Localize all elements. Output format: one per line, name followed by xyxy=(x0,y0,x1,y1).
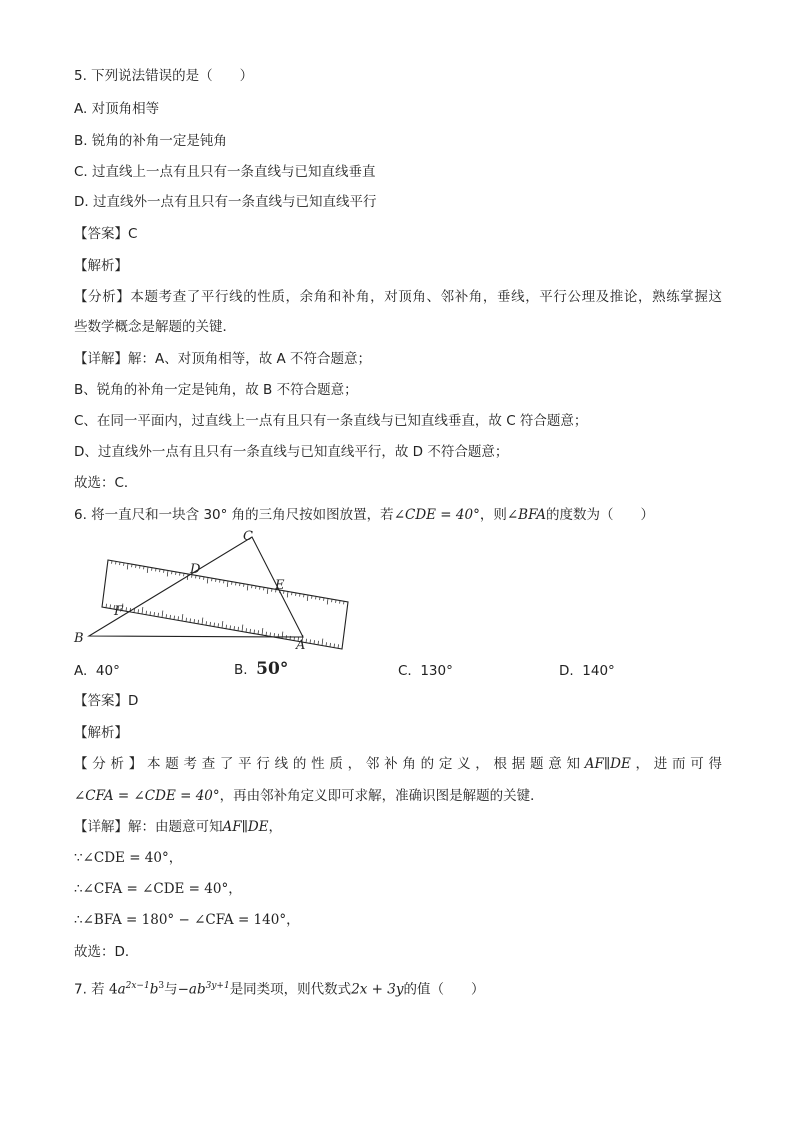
q6-option-c xyxy=(398,662,453,680)
ruler-tick xyxy=(194,619,195,623)
ruler-tick xyxy=(238,627,239,631)
q6-option-d-label: D. xyxy=(559,663,574,679)
ruler-tick xyxy=(267,588,268,594)
q6-analysis-heading: 【解析】 xyxy=(74,725,128,741)
ruler-tick xyxy=(234,626,235,630)
ruler-tick xyxy=(202,618,203,625)
q5-detail-line-4: D、过直线外一点有且只有一条直线与已知直线平行，故 D 不符合题意； xyxy=(74,444,509,460)
ruler-tick xyxy=(198,620,199,624)
q6-stem-text-b: ，则 xyxy=(479,507,507,523)
q6-option-b-value: 50° xyxy=(256,659,289,679)
q5-analysis-line-1: 【分析】本题考查了平行线的性质，余角和补角，对顶角、邻补角，垂线，平行公理及推论，熟练掌握这 xyxy=(74,289,722,305)
ruler-tick xyxy=(330,643,331,647)
q6-stem-equation-1: ∠CDE = 40° xyxy=(393,507,480,523)
ruler-tick xyxy=(178,616,179,620)
q6-detail-text: 【详解】解：由题意可知 xyxy=(74,819,223,835)
ruler-tick xyxy=(258,630,259,634)
ruler-tick xyxy=(190,618,191,622)
label-e: E xyxy=(275,578,285,593)
q6-option-a-label: A. xyxy=(74,663,88,679)
q7-mid-text: 是同类项，则代数式 xyxy=(229,981,352,998)
q5-choice: 故选：C． xyxy=(74,475,138,491)
ruler-tick xyxy=(207,578,208,584)
q5-detail-line-1: 【详解】解：A、对顶角相等，故 A 不符合题意； xyxy=(74,351,372,367)
q7-prefix: 7. 若 xyxy=(74,981,105,998)
q6-figure xyxy=(66,526,366,656)
q6-analysis-text-c: ，再由邻补角定义即可求解，准确识图是解题的关键． xyxy=(219,788,544,804)
q6-answer: 【答案】D xyxy=(74,693,139,709)
q7-term1-base-b: b xyxy=(149,981,159,998)
q7-connector: 与 xyxy=(164,981,178,998)
q5-detail-line-3: C、在同一平面内，过直线上一点有且只有一条直线与已知直线垂直，故 C 符合题意； xyxy=(74,413,588,429)
q7-expression: 2x + 3y xyxy=(351,981,404,998)
q6-step-2: ∴∠CFA = ∠CDE = 40°， xyxy=(74,881,242,897)
triangle-shape xyxy=(89,537,303,637)
ruler-tick xyxy=(138,609,139,613)
q6-stem xyxy=(74,506,654,524)
ruler-tick xyxy=(218,623,219,627)
ruler-tick xyxy=(127,564,128,570)
ruler-tick xyxy=(322,639,323,646)
q5-option-a: A. 对顶角相等 xyxy=(74,101,160,117)
ruler-tick xyxy=(246,628,247,632)
q7-term1-exp-b: 3 xyxy=(158,981,165,991)
q5-option-b: B. 锐角的补角一定是钝角 xyxy=(74,133,227,149)
q7-term1-exp-a: 2x−1 xyxy=(125,981,150,991)
label-d: D xyxy=(190,562,201,577)
q6-analysis-equation-1: AF∥DE xyxy=(584,756,631,772)
q5-answer: 【答案】C xyxy=(74,226,138,242)
ruler-tick xyxy=(146,611,147,615)
ruler-tick xyxy=(262,628,263,635)
ruler-tick xyxy=(158,613,159,617)
q6-option-b-label: B. xyxy=(234,662,248,678)
ruler-tick xyxy=(106,604,107,608)
q7-stem xyxy=(74,977,485,999)
q6-analysis-text-b: ，进而可得 xyxy=(630,756,723,772)
ruler-tick xyxy=(306,639,307,643)
label-b: B xyxy=(74,631,84,646)
ruler-tick xyxy=(187,574,188,580)
q6-option-c-label: C. xyxy=(398,663,412,679)
ruler-tick xyxy=(250,629,251,633)
q5-option-d: D. 过直线外一点有且只有一条直线与已知直线平行 xyxy=(74,194,377,210)
ruler-tick xyxy=(270,632,271,636)
q6-option-a-value: 40° xyxy=(95,663,120,679)
q6-analysis-line-1 xyxy=(74,755,722,773)
ruler-tick xyxy=(147,567,148,573)
ruler-tick xyxy=(314,640,315,644)
ruler-tick xyxy=(254,630,255,634)
ruler-tick xyxy=(227,581,228,587)
q7-term2-base: ab xyxy=(188,981,206,998)
q6-stem-text-c: 的度数为（ ） xyxy=(546,507,655,523)
ruler-tick xyxy=(226,625,227,629)
ruler-shape xyxy=(102,560,348,649)
ruler-tick xyxy=(230,625,231,629)
q6-step-1: ∵∠CDE = 40°， xyxy=(74,850,183,866)
q5-detail-line-2: B、锐角的补角一定是钝角，故 B 不符合题意； xyxy=(74,382,358,398)
q6-option-d-value: 140° xyxy=(582,663,615,679)
ruler-tick xyxy=(247,585,248,591)
q7-term2-sign: − xyxy=(177,981,189,998)
q5-option-c: C. 过直线上一点有且只有一条直线与已知直线垂直 xyxy=(74,164,376,180)
label-c: C xyxy=(243,529,253,544)
ruler-tick xyxy=(282,632,283,639)
ruler-tick xyxy=(210,622,211,626)
ruler-tick xyxy=(206,621,207,625)
q6-stem-equation-2: ∠BFA xyxy=(506,507,547,523)
ruler-tick xyxy=(214,623,215,627)
q7-suffix: 的值（ ） xyxy=(403,981,485,998)
ruler-tick xyxy=(166,614,167,618)
q6-option-a xyxy=(74,662,120,680)
q6-detail-equation: AF∥DE xyxy=(222,819,269,835)
q7-term1-coef: 4 xyxy=(108,981,118,998)
q5-stem: 5. 下列说法错误的是（ ） xyxy=(74,68,254,84)
q6-option-d xyxy=(559,662,615,680)
ruler-tick xyxy=(334,644,335,648)
ruler-tick xyxy=(222,621,223,628)
q7-term1-base-a: a xyxy=(117,981,126,998)
q6-analysis-line-2 xyxy=(74,787,544,805)
q6-analysis-equation-2: ∠CFA = ∠CDE = 40° xyxy=(74,788,220,804)
label-f: F xyxy=(114,604,124,619)
ruler-tick xyxy=(167,571,168,577)
ruler-tick xyxy=(318,641,319,645)
q6-analysis-text-a: 【分析】本题考查了平行线的性质，邻补角的定义，根据题意知 xyxy=(74,756,585,772)
q6-option-b xyxy=(234,660,288,679)
ruler-tick xyxy=(338,644,339,648)
q6-step-3: ∴∠BFA = 180° − ∠CFA = 140°， xyxy=(74,912,300,928)
ruler-tick xyxy=(170,615,171,619)
ruler-tick xyxy=(310,639,311,643)
q5-analysis-line-2: 些数学概念是解题的关键． xyxy=(74,319,236,335)
ruler-tick xyxy=(287,592,288,598)
ruler-tick xyxy=(150,611,151,615)
q6-option-c-value: 130° xyxy=(420,663,453,679)
ruler-tick xyxy=(327,599,328,605)
ruler-tick xyxy=(126,607,127,611)
label-a: A xyxy=(296,638,306,653)
ruler-tick xyxy=(142,607,143,614)
ruler-tick xyxy=(182,614,183,621)
q7-term2-exp: 3y+1 xyxy=(205,981,230,991)
ruler-tick xyxy=(174,616,175,620)
ruler-tick xyxy=(162,611,163,618)
ruler-tick xyxy=(110,604,111,608)
q6-detail-end: ， xyxy=(268,819,283,835)
q6-stem-text-a: 6. 将一直尺和一块含 30° 角的三角尺按如图放置，若 xyxy=(74,507,394,523)
ruler-tick xyxy=(242,625,243,632)
q6-choice: 故选：D． xyxy=(74,944,139,960)
ruler-tick xyxy=(307,595,308,601)
ruler-tick xyxy=(266,632,267,636)
ruler-tick xyxy=(154,612,155,616)
q6-detail-line xyxy=(74,818,282,836)
ruler-tick xyxy=(326,642,327,646)
ruler-tick xyxy=(186,618,187,622)
q5-analysis-heading: 【解析】 xyxy=(74,258,128,274)
